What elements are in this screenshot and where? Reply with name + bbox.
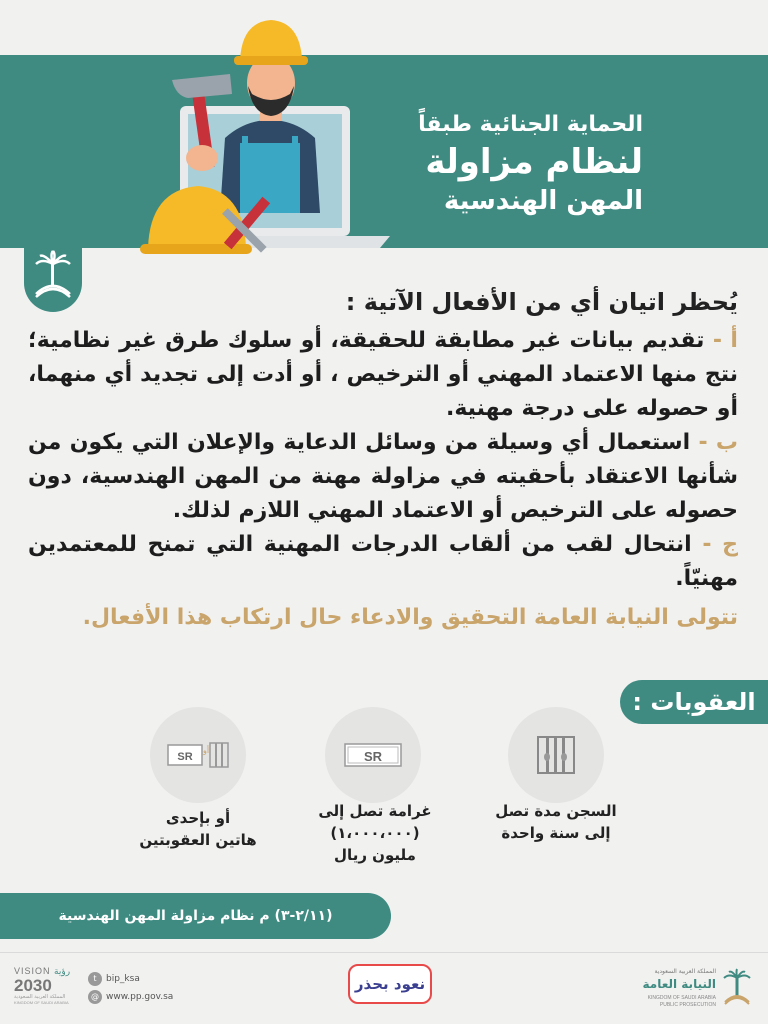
vision-year: 2030 [14,976,52,995]
legal-reference: (٢/١١-٣) م نظام مزاولة المهن الهندسية [0,893,391,939]
penalties-heading: العقوبات : [620,680,768,724]
item-text: انتحال لقب من ألقاب الدرجات المهنية التي تمنح للمعتمدين مهنيّاً. [28,532,738,591]
fine-circle [325,707,421,803]
intro-heading: يُحظر اتيان أي من الأفعال الآتية : [345,288,738,316]
closing-note: تتولى النيابة العامة التحقيق والادعاء حال ارتكاب هذا الأفعال. [82,605,738,630]
item-letter: ب - [698,430,739,455]
campaign-text: نعود بحذر [354,975,426,993]
sr-badge: SR [177,751,193,763]
public-prosecution-logo [644,966,754,1014]
agency-name: النيابة العامة [642,977,716,991]
prison-bars-icon [534,733,578,777]
title-line-2: لنظام مزاولة [425,142,643,182]
prison-circle [508,707,604,803]
agency-name-en: PUBLIC PROSECUTION [659,1002,716,1008]
penalty-line: إلى سنة واحدة [501,824,611,842]
sr-badge: SR [363,749,383,764]
title-line-3: المهن الهندسية [443,186,643,216]
prison-penalty-text [471,800,641,844]
sr-or-prison-icon [166,739,230,771]
item-c [28,528,738,596]
either-penalty-text [113,807,283,851]
vision-2030-logo [14,966,78,1012]
web-globe-icon: @ [88,990,102,1004]
vision-label: VISION [14,966,51,976]
vision-arabic: رؤية [54,966,71,976]
prohibited-acts-section [28,284,738,636]
penalty-line: السجن مدة تصل [495,802,617,820]
item-letter: ج - [702,532,738,557]
or-label: أو [202,746,210,755]
vision-sub: المملكة العربية السعودية [14,994,66,1000]
footer-divider [0,952,768,953]
twitter-icon: t [88,972,102,986]
agency-country-en: KINGDOM OF SAUDI ARABIA [647,995,716,1001]
agency-country: المملكة العربية السعودية [654,968,716,975]
penalty-line: (١،٠٠٠،٠٠٠) [330,824,420,842]
penalty-line: مليون ريال [334,846,416,864]
penalty-line: أو بإحدى [165,809,231,827]
engineer-illustration [140,8,400,263]
vision-sub-en: KINGDOM OF SAUDI ARABIA [14,1000,69,1005]
website-link[interactable]: www.pp.gov.sa [106,992,174,1002]
either-circle [150,707,246,803]
item-text: تقديم بيانات غير مطابقة للحقيقة، أو سلوك طرق غير نظامية؛ نتج منها الاعتماد المهني أو الترخيص ، أو أدت إلى تجديد أي منهما، أو حصوله على درجة مهنية. [28,328,738,421]
sr-banknote-icon [343,740,403,770]
social-handle[interactable]: bip_ksa [106,974,140,984]
item-a [28,324,738,426]
campaign-logo [348,964,432,1004]
item-text: استعمال أي وسيلة من وسائل الدعاية والإعلان التي يكون من شأنها الاعتقاد بأحقيته في مزاولة مهنة من المهن الهندسية، دون حصوله على الترخيص أو الاعتماد المهني اللازم لذلك. [28,430,738,523]
penalty-line: غرامة تصل إلى [318,802,432,820]
item-letter: أ - [712,328,738,353]
title-line-1: الحماية الجنائية طبقاً [418,112,643,137]
penalty-line: هاتين العقوبتين [139,831,257,849]
palm-swords-emblem-icon [720,968,754,1008]
fine-penalty-text [290,800,460,866]
item-b [28,426,738,528]
